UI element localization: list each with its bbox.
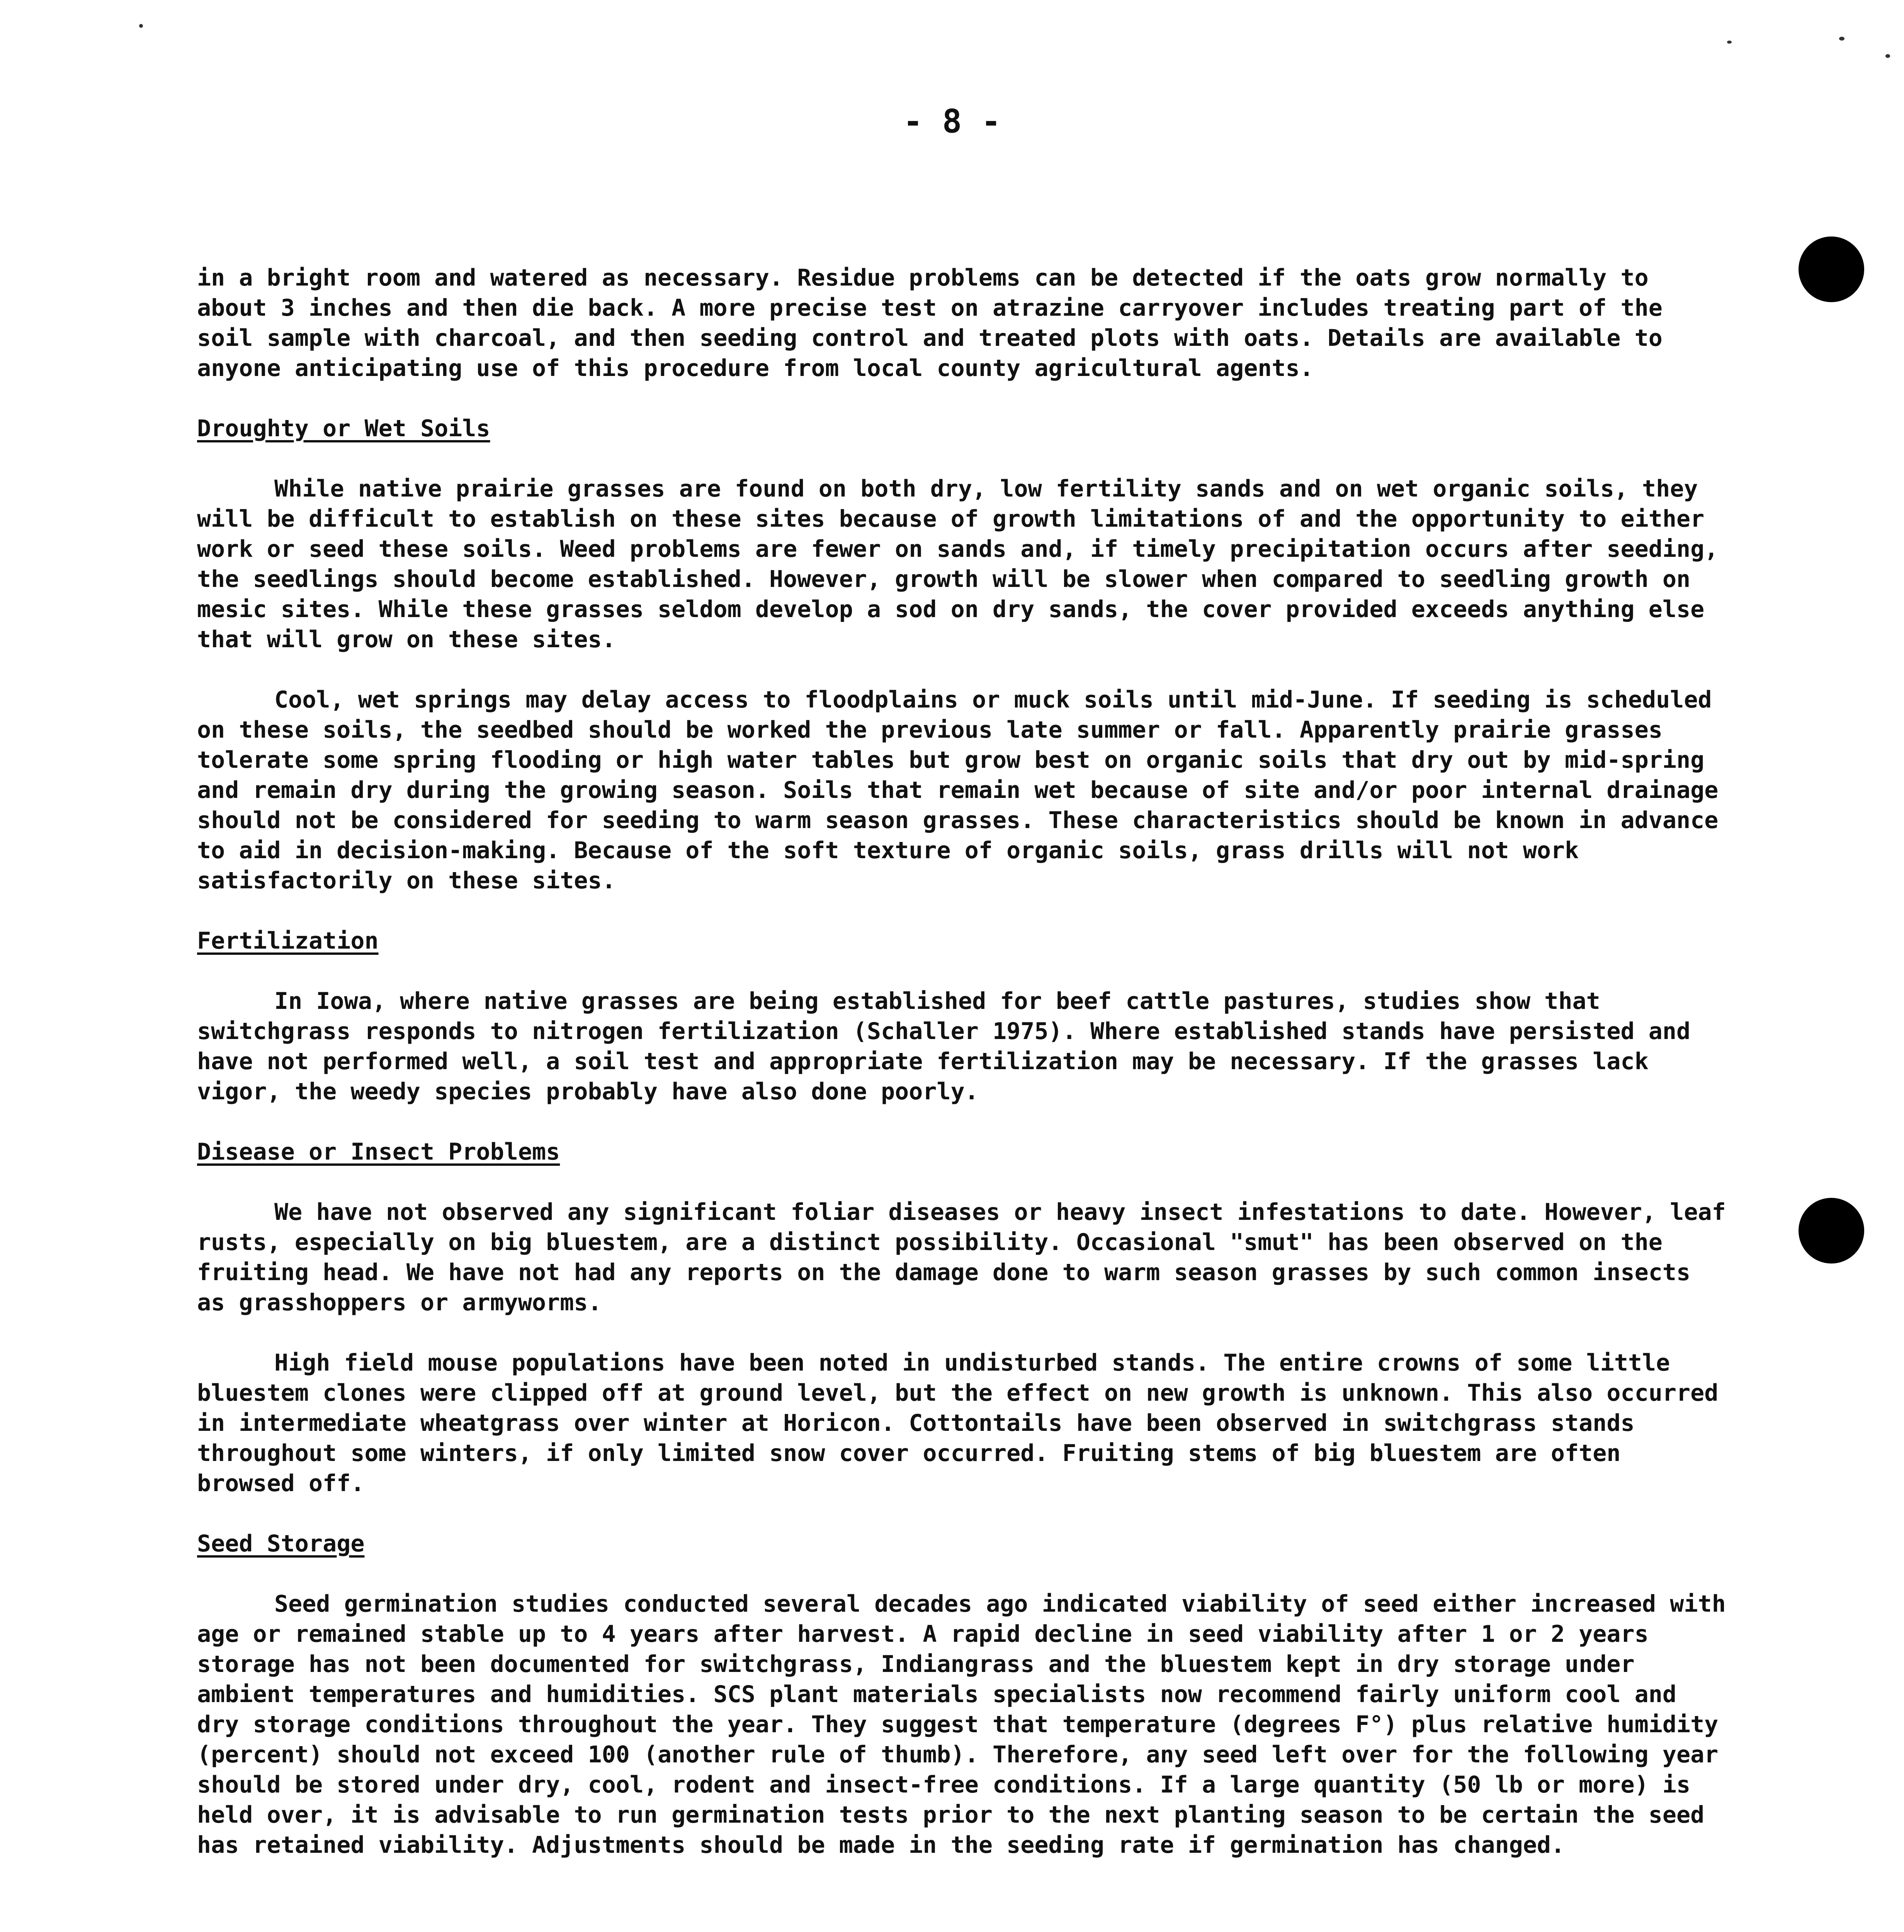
body-paragraph: Cool, wet springs may delay access to floodplains or muck soils until mid-June. If seeding is scheduled on these soils, the seedbed should be worked the previous late summer or fall. Apparently prairie grasses tolerate some spring flooding or high water tables but grow best on organic soils that dry out by mid-spring and remain dry during the growing season. Soils that remain wet because of site and/or poor internal drainage should not be considered for seeding to warm season grasses. These characteristics should be known in advance to aid in decision-making. Because of the soft texture of organic soils, grass drills will not work satisfactorily on these sites. xyxy=(197,686,1719,894)
scan-speck xyxy=(1885,54,1890,58)
scan-speck xyxy=(139,24,143,28)
body-paragraph: In Iowa, where native grasses are being established for beef cattle pastures, studies show that switchgrass responds to nitrogen fertilization (Schaller 1975). Where established stands have persisted and have not performed well, a soil test and appropriate fertilization may be necessary. If the grasses lack vigor, the weedy species probably have also done poorly. xyxy=(197,988,1691,1105)
body-paragraph: We have not observed any significant foliar diseases or heavy insect infestations to date. However, leaf rusts, especially on big bluestem, are a distinct possibility. Occasional "smut" has been observed on the fruiting head. We have not had any reports on the damage done to warm season grasses by such common insects as grasshoppers or armyworms. xyxy=(197,1199,1726,1316)
body-paragraph: Seed germination studies conducted several decades ago indicated viability of seed either increased with age or remained stable up to 4 years after harvest. A rapid decline in seed viability after 1 or 2 years storage has not been documented for switchgrass, Indiangrass and the bluestem kept in dry storage under ambient temperatures and humidities. SCS plant materials specialists now recommend fairly uniform cool and dry storage conditions throughout the year. They suggest that temperature (degrees F°) plus relative humidity (percent) should not exceed 100 (another rule of thumb). Therefore, any seed left over for the following year should be stored under dry, cool, rodent and insect-free conditions. If a large quantity (50 lb or more) is held over, it is advisable to run germination tests prior to the next planting season to be certain the seed has retained viability. Adjustments should be made in the seeding rate if germination has changed. xyxy=(197,1590,1726,1859)
body-paragraph: in a bright room and watered as necessary. Residue problems can be detected if the oats grow normally to about 3 inches and then die back. A more precise test on atrazine carryover includes treating part of the soil sample with charcoal, and then seeding control and treated plots with oats. Details are available to anyone anticipating use of this procedure from local county agricultural agents. xyxy=(197,264,1663,382)
body-paragraph: High field mouse populations have been noted in undisturbed stands. The entire crowns of some little bluestem clones were clipped off at ground level, but the effect on new growth is unknown. This also occurred in intermediate wheatgrass over winter at Horicon. Cottontails have been observed in switchgrass stands throughout some winters, if only limited snow cover occurred. Fruiting stems of big bluestem are often browsed off. xyxy=(197,1349,1719,1497)
punch-hole-top xyxy=(1799,236,1864,302)
section-heading: Fertilization xyxy=(197,927,379,954)
section-heading: Seed Storage xyxy=(197,1530,365,1557)
scan-speck xyxy=(1727,41,1732,44)
body-paragraph: While native prairie grasses are found on both dry, low fertility sands and on wet organic soils, they will be difficult to establish on these sites because of growth limitations of and the opportunity to either work or seed these soils. Weed problems are fewer on sands and, if timely precipitation occurs after seeding, the seedlings should become established. However, growth will be slower when compared to seedling growth on mesic sites. While these grasses seldom develop a sod on dry sands, the cover provided exceeds anything else that will grow on these sites. xyxy=(197,475,1719,653)
section-heading: Disease or Insect Problems xyxy=(197,1138,560,1165)
page-body xyxy=(197,263,1727,1860)
section-heading: Droughty or Wet Soils xyxy=(197,415,490,442)
page-number: - 8 - xyxy=(903,102,1001,140)
scan-speck xyxy=(1839,37,1844,41)
punch-hole-middle xyxy=(1799,1198,1864,1264)
